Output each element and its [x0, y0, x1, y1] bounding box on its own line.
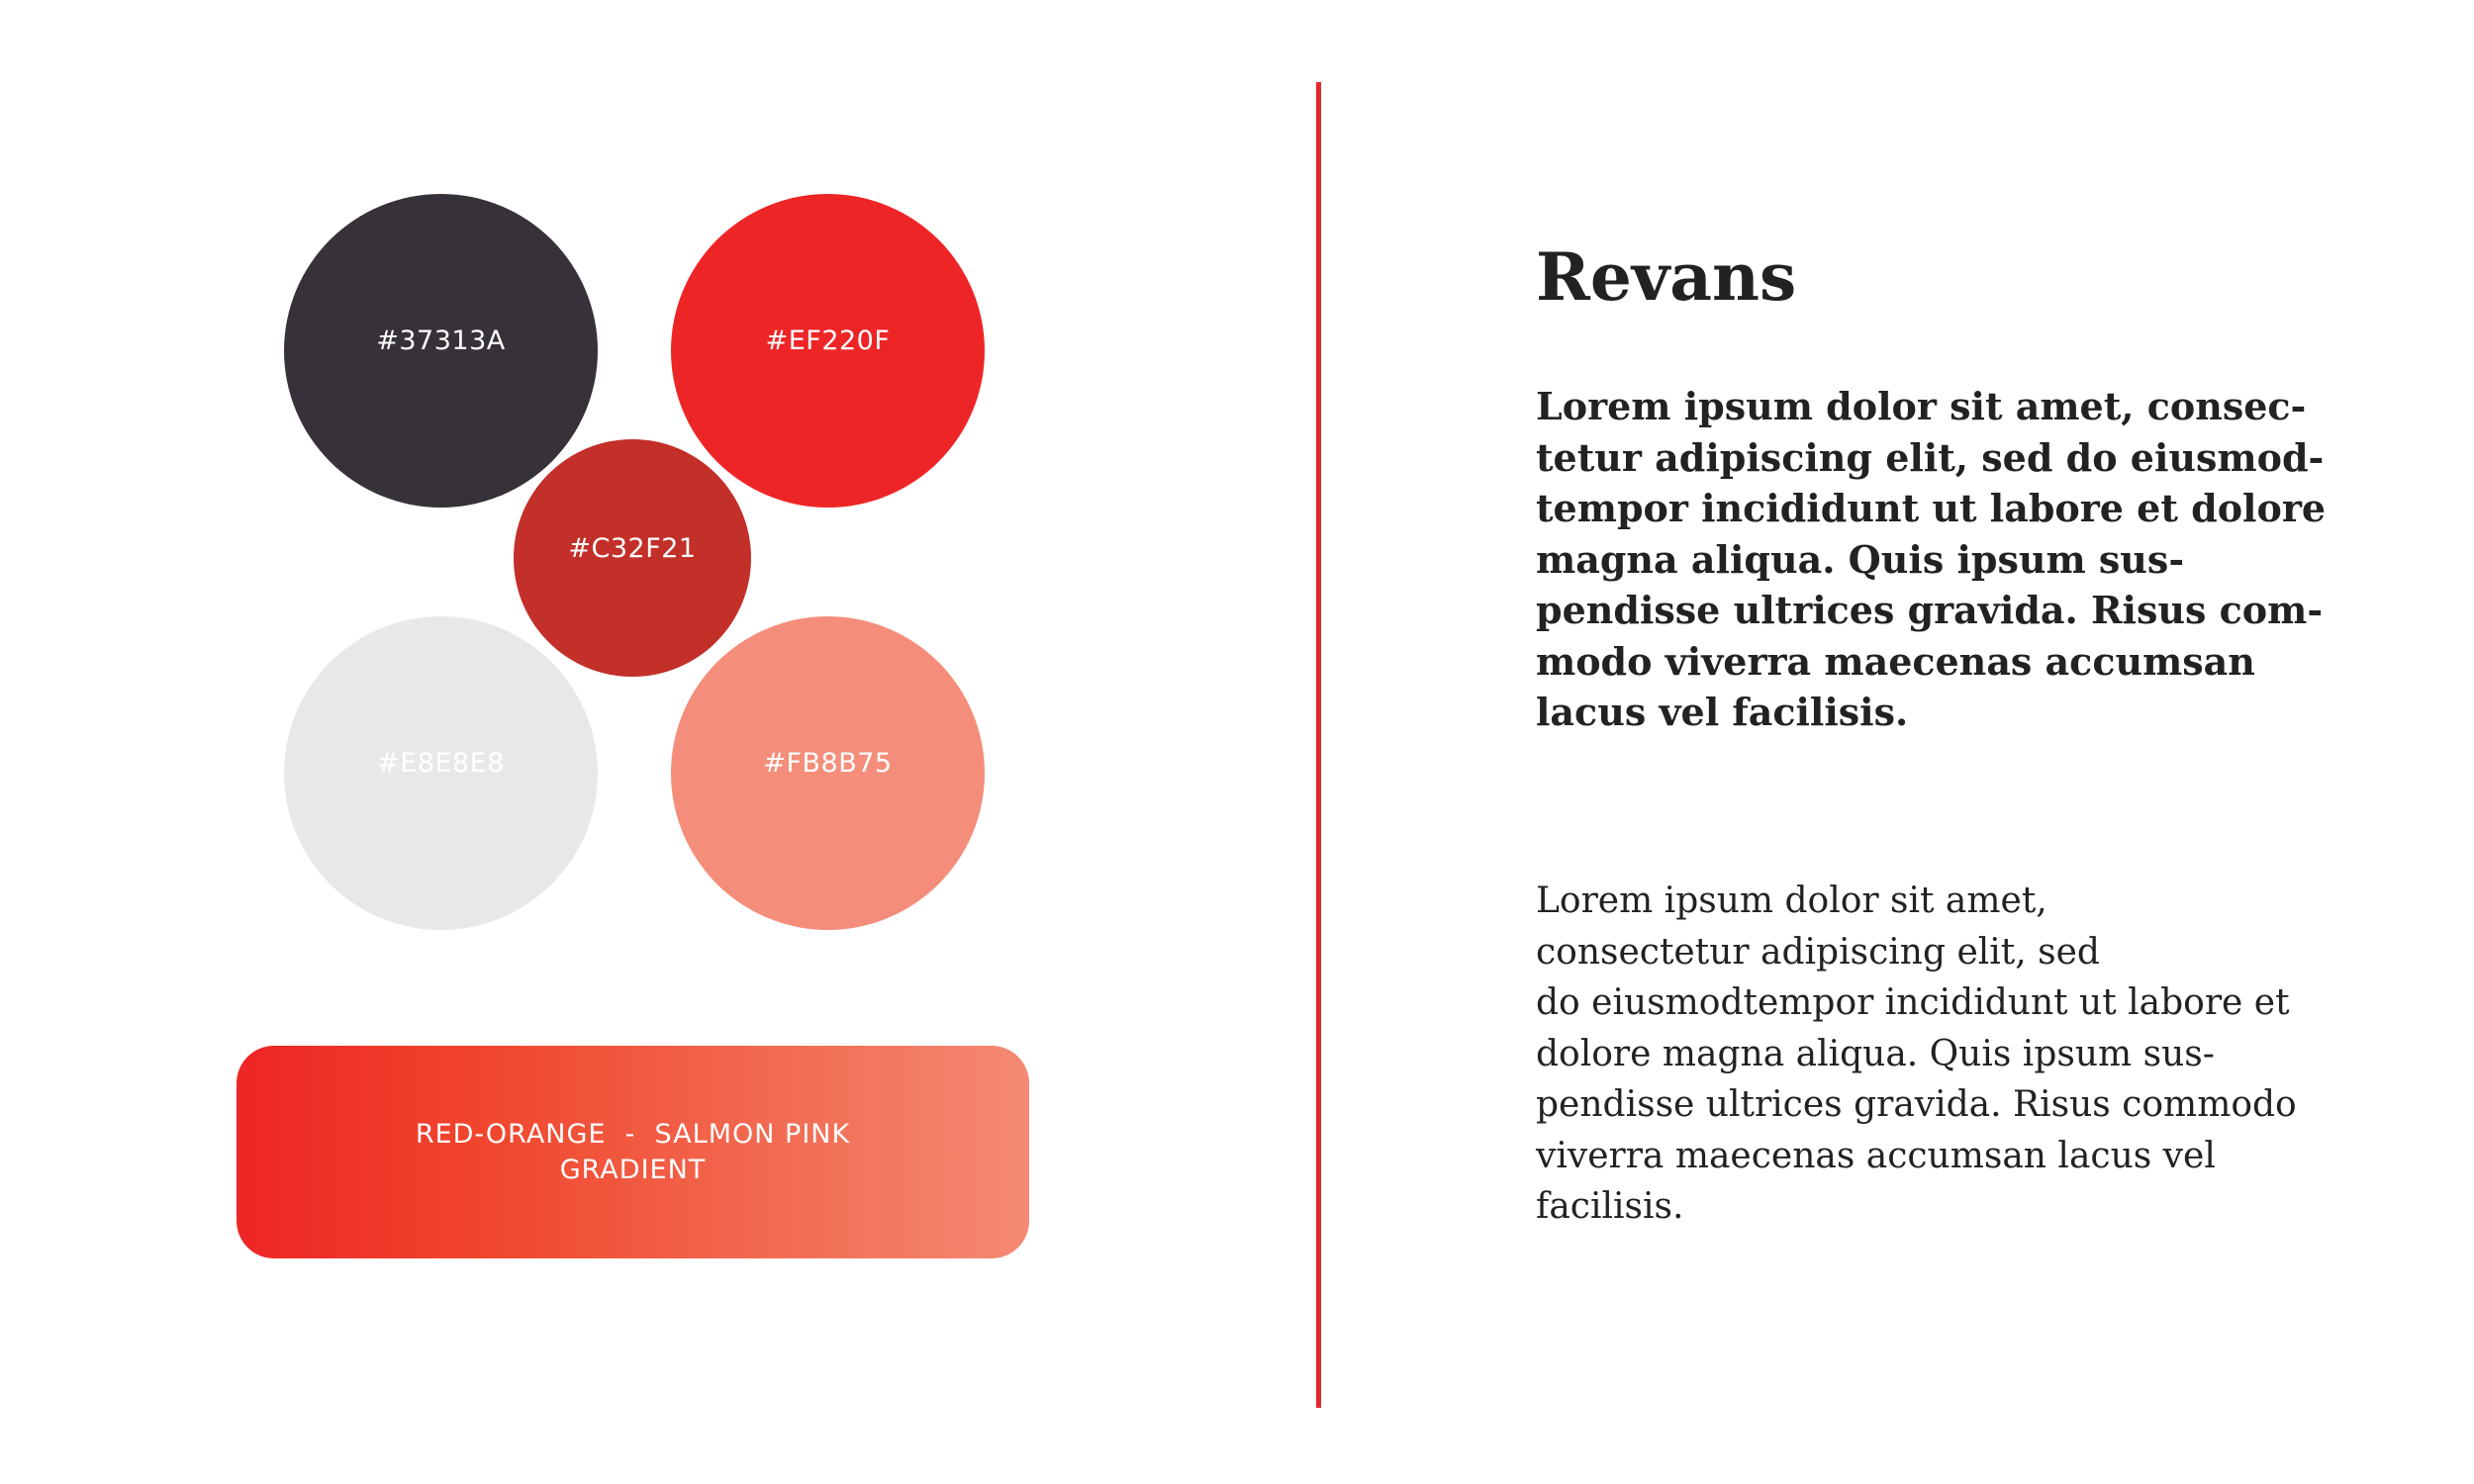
- bold-paragraph: Lorem ipsum dolor sit amet, consec- tetur adipiscing elit, sed do eiusmod- tempor incididunt ut labore et dolore magna aliqua. Quis ipsum sus- pendisse ultrices gravida. Risus com- modo viverra maecenas accumsan lacus vel facilisis.: [1536, 384, 2327, 734]
- color-swatch-dark: [284, 194, 598, 508]
- vertical-divider: [1316, 82, 1321, 1408]
- swatch-hex-label: #37313A: [376, 325, 506, 356]
- swatch-hex-label: #E8E8E8: [377, 748, 505, 779]
- color-swatch-light-gray: [284, 616, 598, 930]
- brand-title: Revans: [1536, 238, 1797, 316]
- gradient-label-line-1: RED-ORANGE - SALMON PINK: [415, 1118, 851, 1150]
- swatch-hex-label: #C32F21: [568, 532, 697, 564]
- gradient-label-line-2: GRADIENT: [559, 1154, 707, 1185]
- swatch-hex-label: #EF220F: [765, 325, 891, 356]
- body-paragraph: Lorem ipsum dolor sit amet, consectetur adipiscing elit, sed do eiusmodtempor incididunt ut labore et dolore magna aliqua. Quis ipsum sus- pendisse ultrices gravida. Risus commodo viverra maecenas accumsan lacus vel facilisis.: [1536, 881, 2297, 1227]
- swatch-hex-label: #FB8B75: [763, 748, 893, 779]
- gradient-swatch: [237, 1046, 1029, 1258]
- color-swatch-dark-red: [514, 439, 751, 677]
- color-swatch-red: [671, 194, 985, 508]
- color-swatch-salmon: [671, 616, 985, 930]
